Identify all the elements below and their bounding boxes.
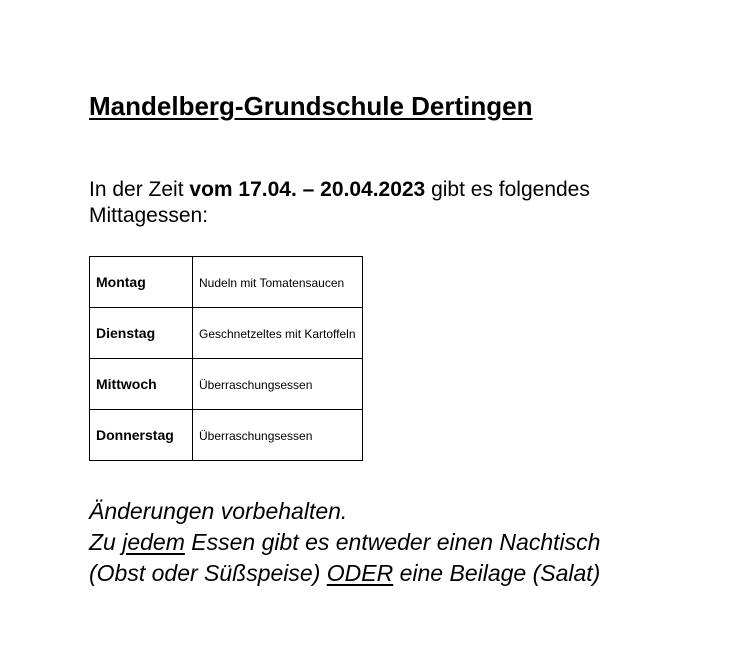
meal-cell: Überraschungsessen [193, 359, 363, 410]
meal-cell: Geschnetzeltes mit Kartoffeln [193, 308, 363, 359]
table-row [90, 308, 363, 359]
intro-suffix: gibt es folgendes Mittagessen: [89, 178, 590, 227]
footer-note [89, 496, 600, 589]
day-cell: Montag [90, 257, 193, 308]
table-row [90, 257, 363, 308]
emphasis-jedem: jedem [122, 529, 185, 555]
intro-text [89, 177, 689, 229]
date-range: vom 17.04. – 20.04.2023 [189, 178, 426, 201]
day-cell: Donnerstag [90, 410, 193, 461]
footer-line-3a: (Obst oder Süßspeise) [89, 560, 327, 586]
footer-line-3b: eine Beilage (Salat) [393, 560, 601, 586]
meal-cell: Überraschungsessen [193, 410, 363, 461]
footer-line-2b: Essen gibt es entweder einen Nachtisch [184, 529, 601, 555]
meal-cell: Nudeln mit Tomatensaucen [193, 257, 363, 308]
footer-line-1: Änderungen vorbehalten. [89, 498, 348, 524]
menu-table [89, 256, 363, 461]
emphasis-oder: ODER [326, 560, 394, 586]
day-cell: Mittwoch [90, 359, 193, 410]
intro-prefix: In der Zeit [89, 178, 190, 201]
page-title: Mandelberg-Grundschule Dertingen [89, 91, 533, 121]
footer-line-2a: Zu [89, 529, 123, 555]
day-cell: Dienstag [90, 308, 193, 359]
table-row [90, 410, 363, 461]
table-row [90, 359, 363, 410]
